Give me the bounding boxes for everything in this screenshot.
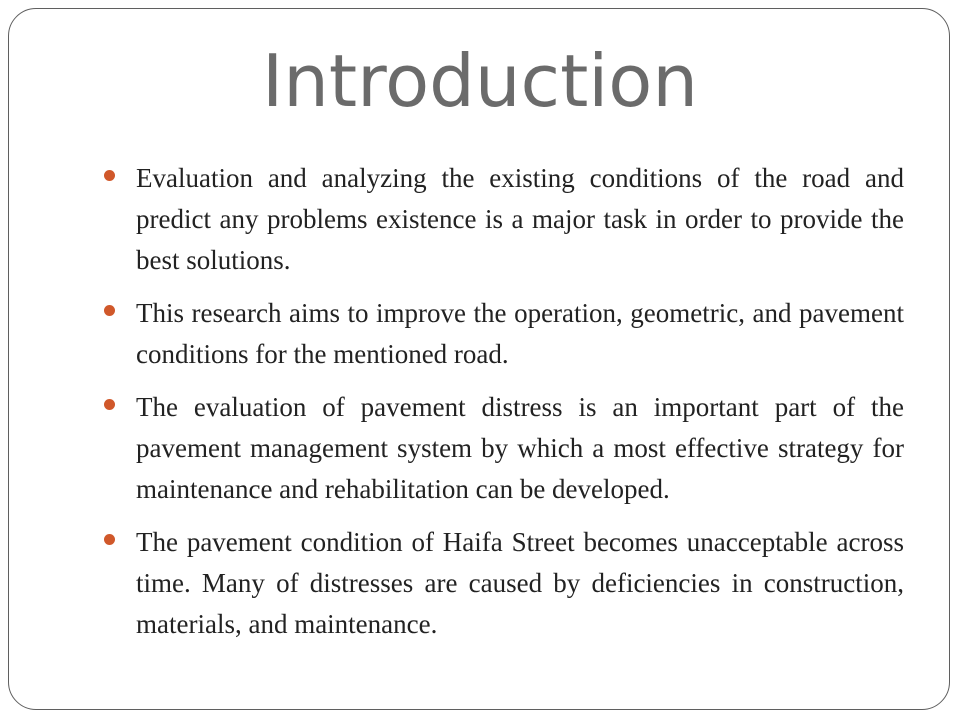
bullet-item [104,387,904,510]
bullet-item [104,158,904,281]
bullet-text: This research aims to improve the operation, geometric, and pavement conditions for the mentioned road. [136,298,904,369]
bullet-text: The pavement condition of Haifa Street becomes unacceptable across time. Many of distresses are caused by deficiencies in construction, materials, and maintenance. [136,527,904,639]
bullet-list [104,158,904,657]
bullet-item [104,293,904,375]
bullet-dot-icon [104,399,115,410]
bullet-dot-icon [104,305,115,316]
bullet-dot-icon [104,534,115,545]
bullet-text: The evaluation of pavement distress is an important part of the pavement management system by which a most effective strategy for maintenance and rehabilitation can be developed. [136,392,904,504]
slide-title: Introduction [261,39,698,123]
bullet-dot-icon [104,170,115,181]
bullet-text: Evaluation and analyzing the existing conditions of the road and predict any problems existence is a major task in order to provide the best solutions. [136,163,904,275]
bullet-item [104,522,904,645]
